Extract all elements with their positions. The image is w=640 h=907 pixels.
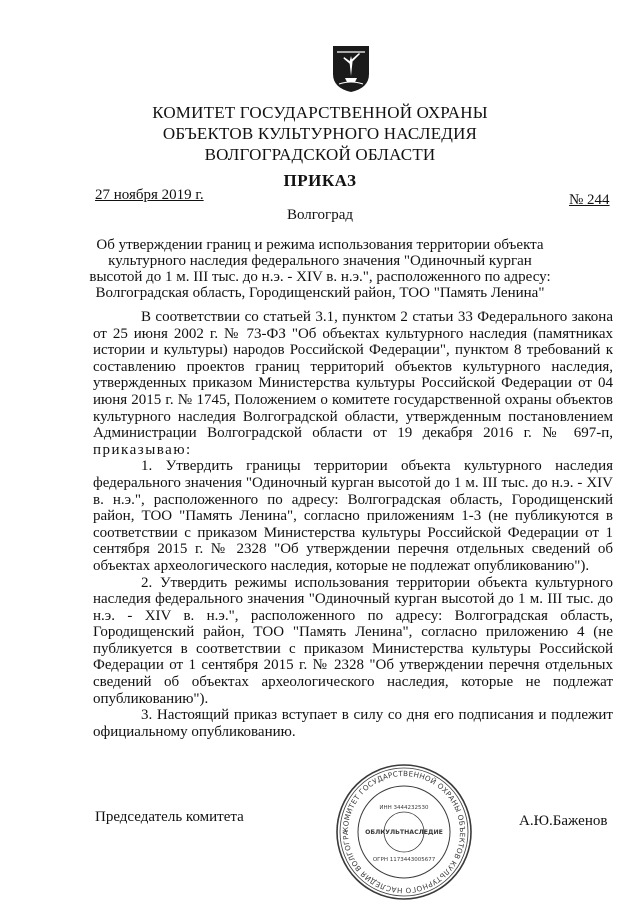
preamble-text: В соответствии со статьей 3.1, пунктом 2 статьи 33 Федерального закона от 25 июня 2002 г. № 73-ФЗ "Об объектах культурного наследия (памятниках истории и культуры) народов Российской Федерации", пунктом 8 требований к составлению проектов границ территорий объектов культурного наследия, утвержденных приказом Министерства культуры Российской Федерации от 04 июня 2015 г. № 1745, Положением о комитете государственной охраны объектов культурного наследия Волгоградской области, утвержденным постановлением Администрации Волгоградской области от 19 декабря 2016 г. № 697-п, xyxy=(93,309,613,442)
order-item: 1. Утвердить границы территории объекта культурного наследия федерального значения "Одиночный курган высотой до 1 м. III тыс. до н.э. - XIV в. н.э.", расположенного по адресу: Волгоградская область, Городищенский район, ТОО "Память Ленина", согласно приложениям 1-3 (не публикуются в соответствии с приказом Министерства культуры Российской Федерации от 1 сентября 2015 г. № 2328 "Об утверждении перечня отдельных сведений об объектах археологического наследия, которые не подлежат опубликованию"). xyxy=(93,458,613,574)
document-city: Волгоград xyxy=(286,207,353,223)
order-item: 3. Настоящий приказ вступает в силу со дня его подписания и подлежит официальному опубликованию. xyxy=(93,707,613,740)
official-seal xyxy=(334,762,474,902)
seal-center-text: ОБЛКУЛЬТНАСЛЕДИЕ xyxy=(365,829,443,836)
emblem xyxy=(331,44,371,94)
signature-name: А.Ю.Баженов xyxy=(519,813,608,829)
seal-graphic xyxy=(334,762,474,902)
document-heading xyxy=(0,237,640,301)
heading-line: Об утверждении границ и режима использования территории объекта xyxy=(96,237,544,253)
organization-line: ОБЪЕКТОВ КУЛЬТУРНОГО НАСЛЕДИЯ xyxy=(162,124,478,143)
volgograd-coat-of-arms-icon xyxy=(331,44,371,94)
seal-ogrn: ОГРН 1173443005677 xyxy=(372,857,436,863)
document-date: 27 ноября 2019 г. xyxy=(95,187,204,203)
seal-ring-text: КОМИТЕТ ГОСУДАРСТВЕННОЙ ОХРАНЫ ОБЪЕКТОВ КУЛЬТУРНОГО НАСЛЕДИЯ ВОЛГОГРА xyxy=(340,768,468,896)
organization-header xyxy=(0,102,640,165)
order-item: 2. Утвердить режимы использования территории объекта культурного наследия федерального значения "Одиночный курган высотой до 1 м. III тыс. до н.э. - XIV в. н.э.", расположенного по адресу: Волгоградская область, Городищенский район, ТОО "Память Ленина", согласно приложению 4 (не публикуется в соответствии с приказом Министерства культуры Российской Федерации от 1 сентября 2015 г. № 2328 "Об утверждении перечня отдельных сведений об объектах археологического наследия, которые не подлежат опубликованию"). xyxy=(93,574,613,707)
document-body xyxy=(93,309,613,740)
order-word: приказываю: xyxy=(93,441,192,458)
preamble-paragraph xyxy=(93,309,613,458)
document-type: ПРИКАЗ xyxy=(283,171,357,190)
document-number-value: № 244 xyxy=(569,192,610,208)
organization-line: ВОЛГОГРАДСКОЙ ОБЛАСТИ xyxy=(204,145,436,164)
heading-line: культурного наследия федерального значения "Одиночный курган xyxy=(108,253,532,269)
organization-line: КОМИТЕТ ГОСУДАРСТВЕННОЙ ОХРАНЫ xyxy=(152,103,488,122)
heading-line: Волгоградская область, Городищенский район, ТОО "Память Ленина" xyxy=(95,285,545,301)
seal-inn: ИНН 3444232530 xyxy=(379,805,429,811)
heading-line: высотой до 1 м. III тыс. до н.э. - XIV в. н.э.", расположенного по адресу: xyxy=(89,269,551,285)
signature-position: Председатель комитета xyxy=(95,809,244,825)
